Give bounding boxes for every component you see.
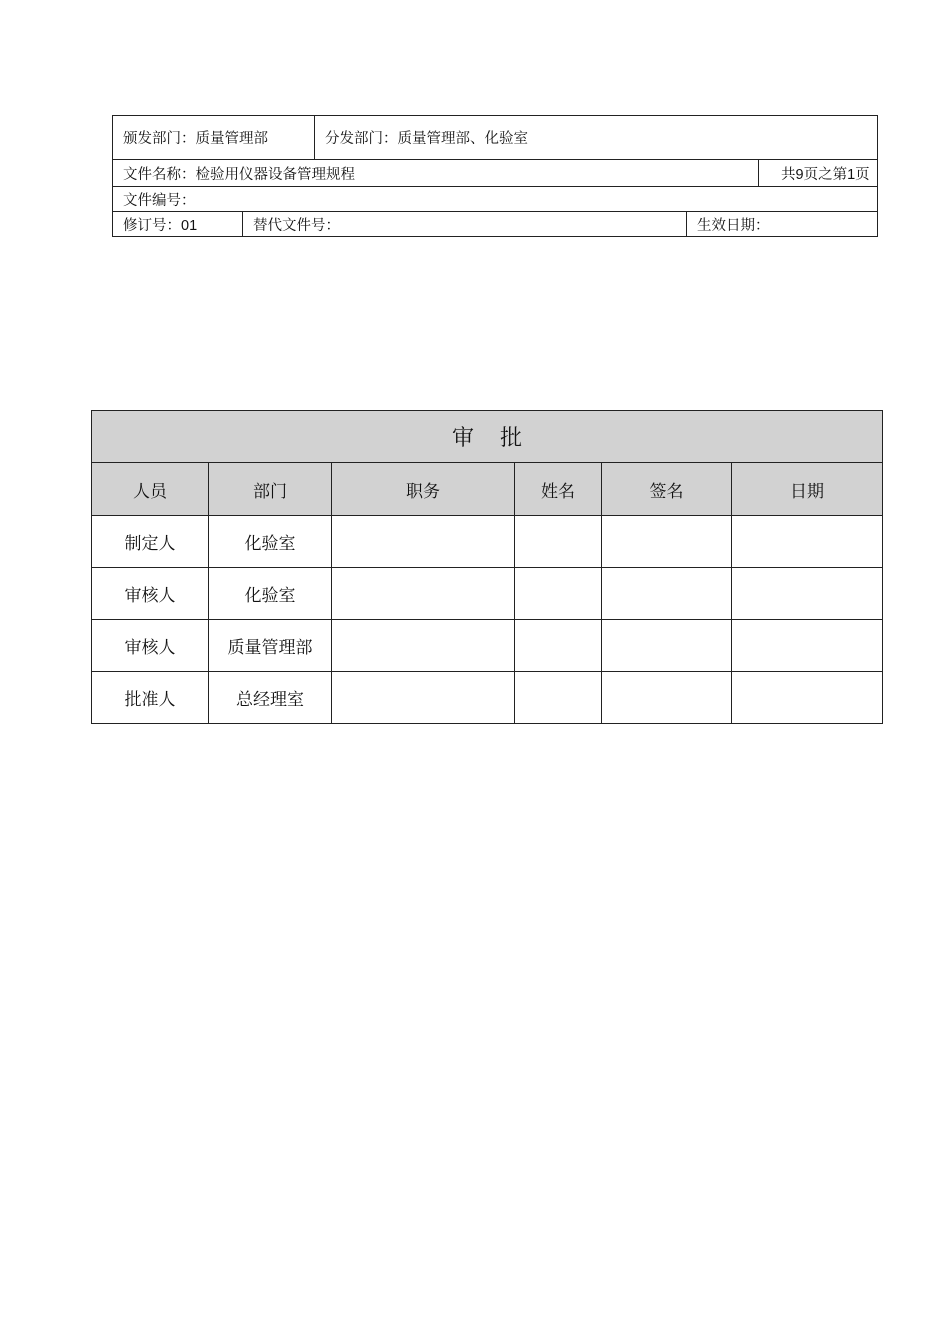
table-row [92, 672, 883, 724]
column-header-signature: 签名 [602, 463, 732, 516]
page-info-suffix: 页 [855, 166, 870, 183]
replaces-cell: 替代文件号： [243, 212, 687, 237]
position-cell [332, 620, 515, 672]
issuing-dept-cell: 颁发部门：质量管理部 [113, 116, 315, 160]
doc-name-cell: 文件名称：检验用仪器设备管理规程 [113, 160, 759, 187]
column-header-date: 日期 [732, 463, 883, 516]
header-row-departments [113, 116, 878, 160]
dept-cell: 化验室 [209, 568, 332, 620]
dept-cell: 质量管理部 [209, 620, 332, 672]
approval-header-row [92, 463, 883, 516]
dept-cell: 化验室 [209, 516, 332, 568]
date-cell [732, 568, 883, 620]
table-row [92, 620, 883, 672]
page-current: 1 [847, 166, 856, 183]
revision-value: 01 [181, 217, 198, 234]
revision-label: 修订号： [123, 217, 181, 234]
dept-cell: 总经理室 [209, 672, 332, 724]
role-cell: 审核人 [92, 620, 209, 672]
name-cell [515, 620, 602, 672]
column-header-name: 姓名 [515, 463, 602, 516]
page-info-cell [759, 160, 878, 187]
date-cell [732, 516, 883, 568]
signature-cell [602, 568, 732, 620]
page-total: 9 [795, 166, 804, 183]
date-cell [732, 672, 883, 724]
document-header-table [112, 115, 878, 237]
date-cell [732, 620, 883, 672]
approval-table [91, 410, 883, 724]
role-cell: 批准人 [92, 672, 209, 724]
position-cell [332, 516, 515, 568]
header-row-doc-name [113, 160, 878, 187]
header-row-revision [113, 212, 878, 237]
table-row [92, 516, 883, 568]
revision-cell [113, 212, 243, 237]
distribution-dept-cell: 分发部门：质量管理部、化验室 [315, 116, 878, 160]
name-cell [515, 568, 602, 620]
name-cell [515, 516, 602, 568]
page-info-prefix: 共 [781, 166, 796, 183]
name-cell [515, 672, 602, 724]
column-header-dept: 部门 [209, 463, 332, 516]
doc-number-cell: 文件编号： [113, 187, 878, 212]
column-header-position: 职务 [332, 463, 515, 516]
column-header-role: 人员 [92, 463, 209, 516]
role-cell: 制定人 [92, 516, 209, 568]
position-cell [332, 568, 515, 620]
signature-cell [602, 620, 732, 672]
approval-title-row [92, 411, 883, 463]
table-row [92, 568, 883, 620]
header-row-doc-number [113, 187, 878, 212]
signature-cell [602, 516, 732, 568]
approval-title: 审批 [92, 411, 883, 463]
position-cell [332, 672, 515, 724]
page-info-middle: 页之第 [803, 166, 848, 183]
signature-cell [602, 672, 732, 724]
role-cell: 审核人 [92, 568, 209, 620]
effective-date-cell: 生效日期： [687, 212, 878, 237]
